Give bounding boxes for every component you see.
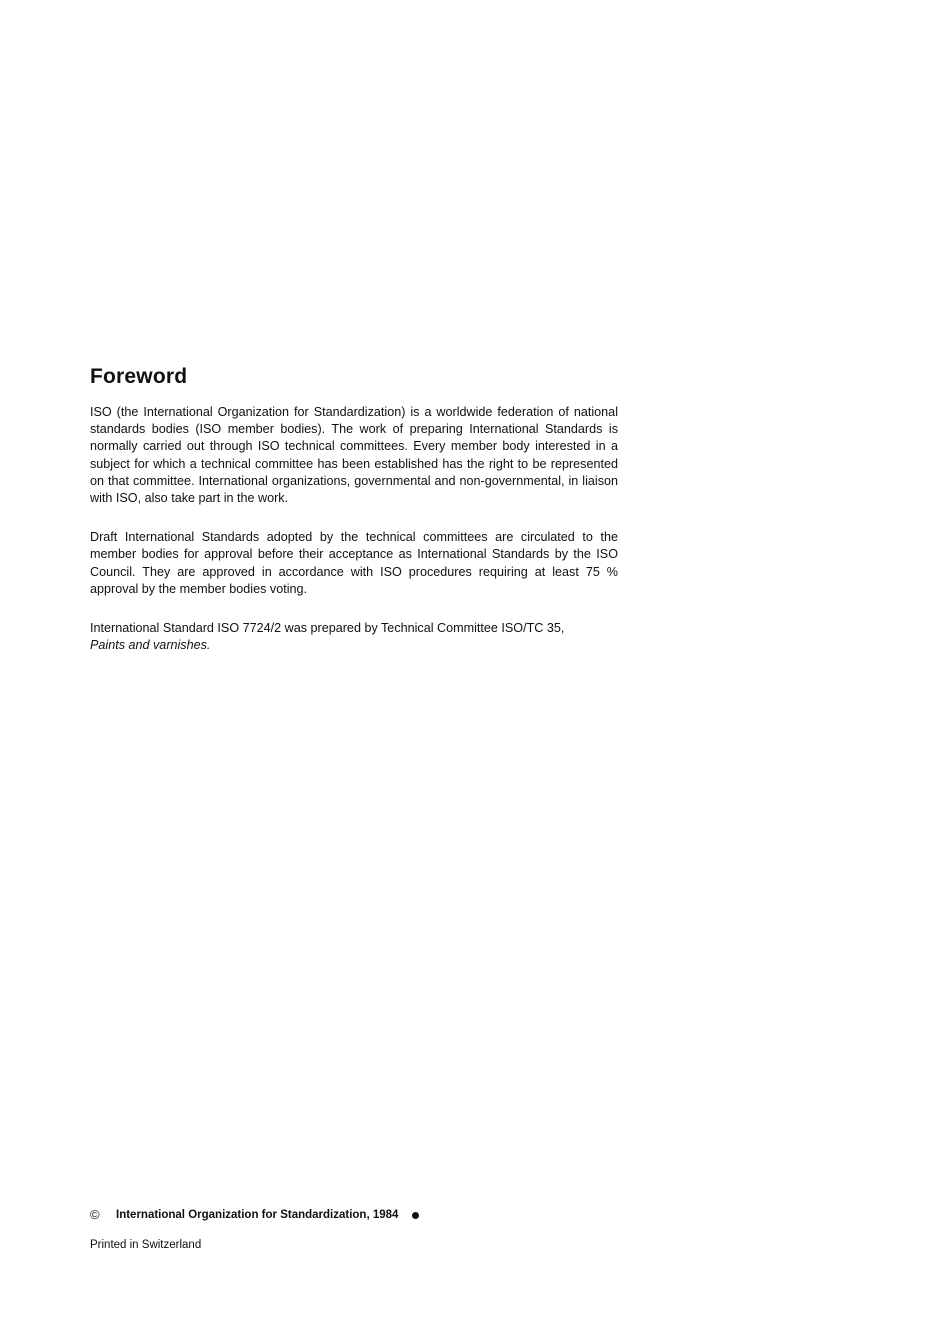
copyright-line <box>90 1207 419 1223</box>
foreword-body <box>90 404 618 654</box>
page-title: Foreword <box>90 365 188 388</box>
committee-title: Paints and varnishes. <box>90 638 211 653</box>
paragraph-preparation <box>90 620 618 654</box>
bullet-icon <box>412 1212 419 1219</box>
preparation-text: International Standard ISO 7724/2 was prepared by Technical Committee ISO/TC 35, <box>90 621 565 636</box>
paragraph-draft-standards: Draft International Standards adopted by the technical committees are circulated to the member bodies for approval before their acceptance as International Standards by the ISO Council. They are approved in accordance with ISO procedures requiring at least 75 % approval by the member bodies voting. <box>90 530 618 596</box>
paragraph-iso-federation: ISO (the International Organization for Standardization) is a worldwide federation of national standards bodies (ISO member bodies). The work of preparing International Standards is normally carried out through ISO technical committees. Every member body interested in a subject for which a technical committee has been established has the right to be represented on that committee. International organizations, governmental and non-governmental, in liaison with ISO, also take part in the work. <box>90 405 618 506</box>
copyright-icon: © <box>90 1207 100 1222</box>
printed-location: Printed in Switzerland <box>90 1239 202 1251</box>
copyright-text: International Organization for Standardization, 1984 <box>116 1209 399 1221</box>
footer <box>90 1207 419 1253</box>
